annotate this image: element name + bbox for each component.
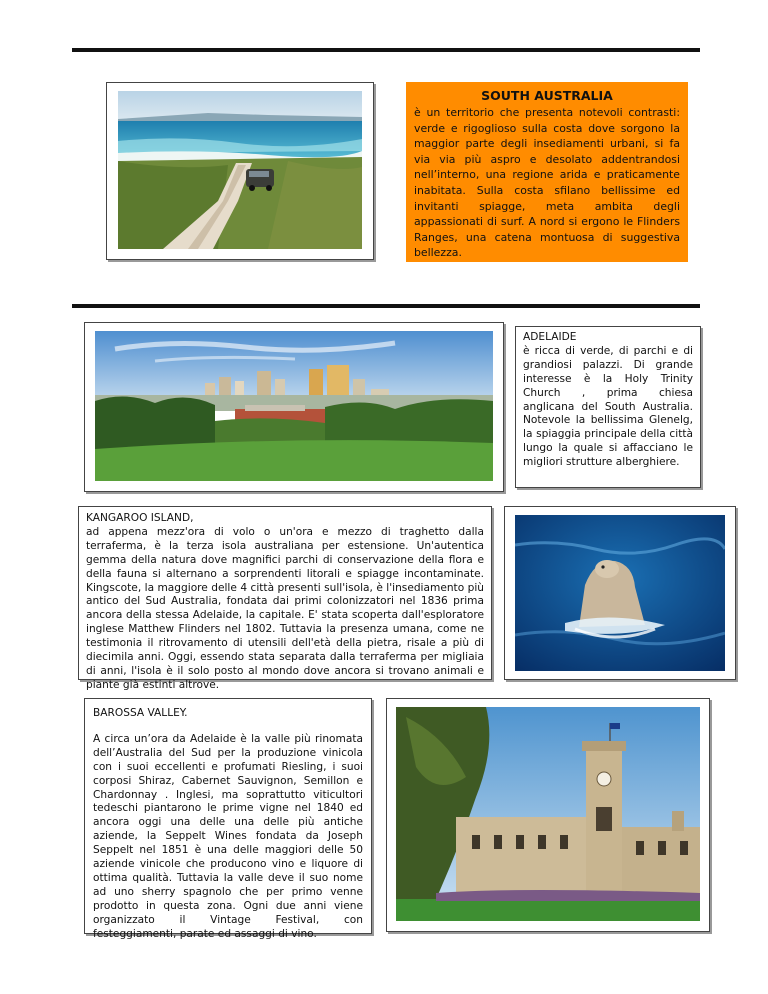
kangaroo-island-text-box — [78, 506, 492, 691]
adelaide-text: è ricca di verde, di parchi e di grandiosi palazzi. Di grande interesse è la Holy Trinity Church , prima chiesa anglicana del South Australia. Notevole la bellissima Glenelg, la spiaggia principale della città lungo la quale si affacciano le migliori strutture alberghiere. — [523, 344, 693, 469]
winery-photo-frame — [386, 698, 710, 932]
kangaroo-island-title: KANGAROO ISLAND, — [86, 512, 194, 524]
adelaide-text-box — [515, 326, 701, 488]
adelaide-photo — [95, 331, 493, 481]
barossa-valley-text: A circa un’ora da Adelaide è la valle più rinomata dell’Australia del Sud per la produzione vinicola con i suoi eccellenti e profumati Riesling, i suoi corposi Shiraz, Cabernet Sauvignon, Semillon e Chardonnay . Inglesi, ma soprattutto viticultori tedeschi piantarono le prime vigne nel 1840 ed ancora oggi una delle una delle più antiche aziende, la Seppelt Wines fondata da Joseph Seppelt nel 1851 è una delle maggiori delle 50 aziende vinicole che producono vino e liquore di ottima qualità. Tuttavia la valle deve il suo nome ad uno sherry spagnolo che per primo venne prodotto in questa zona. Ogni due anni viene organizzato il Vintage Festival, con festeggiamenti, parate ed assaggi di vino. — [93, 732, 363, 940]
beach-photo-frame — [106, 82, 374, 260]
south-australia-box — [406, 82, 688, 262]
sea-lion-photo-frame — [504, 506, 736, 680]
sea-lion-photo — [515, 515, 725, 671]
south-australia-title: SOUTH AUSTRALIA — [481, 88, 613, 103]
adelaide-photo-frame — [84, 322, 504, 492]
adelaide-title: ADELAIDE — [523, 331, 577, 343]
barossa-valley-title: BAROSSA VALLEY. — [93, 707, 188, 719]
winery-photo — [396, 707, 700, 921]
section-rule — [72, 304, 700, 308]
south-australia-text: è un territorio che presenta notevoli contrasti: verde e rigoglioso sulla costa dove sorgono la maggior parte degli insediamenti urbani, si fa via via più aspro e desolato addentrandosi nell’interno, una regione arida e praticamente inabitata. Sulla costa sfilano bellissime ed invitanti spiagge, meta ambita degli appassionati di surf. A nord si ergono le Flinders Ranges, una catena montuosa di suggestiva bellezza. — [414, 106, 680, 260]
beach-photo — [118, 91, 362, 249]
barossa-valley-text-box — [84, 698, 372, 940]
kangaroo-island-text: ad appena mezz'ora di volo o un'ora e mezzo di traghetto dalla terraferma, è la terza isola australiana per estensione. Un'autentica gemma della natura dove magnifici parchi di conservazione della flora e della fauna si alternano a sorprendenti litorali e spiagge incontaminate. Kingscote, la maggiore delle 4 città presenti sull'isola, è l'insediamento più antico del Sud Australia, fondata dai primi colonizzatori nel 1836 prima ancora della stessa Adelaide, la capitale. E' stata scoperta dall'esploratore inglese Matthew Flinders nel 1802. Tuttavia la presenza umana, come ne testimonia il ritrovamento di utensili dell'età della pietra, risale a più di diecimila anni. Oggi, essendo stata separata dalla terraferma per migliaia di anni, l'isola è il solo posto al mondo dove ancora si trovano animali e piante già estinti altrove. — [86, 525, 484, 691]
top-rule — [72, 48, 700, 52]
